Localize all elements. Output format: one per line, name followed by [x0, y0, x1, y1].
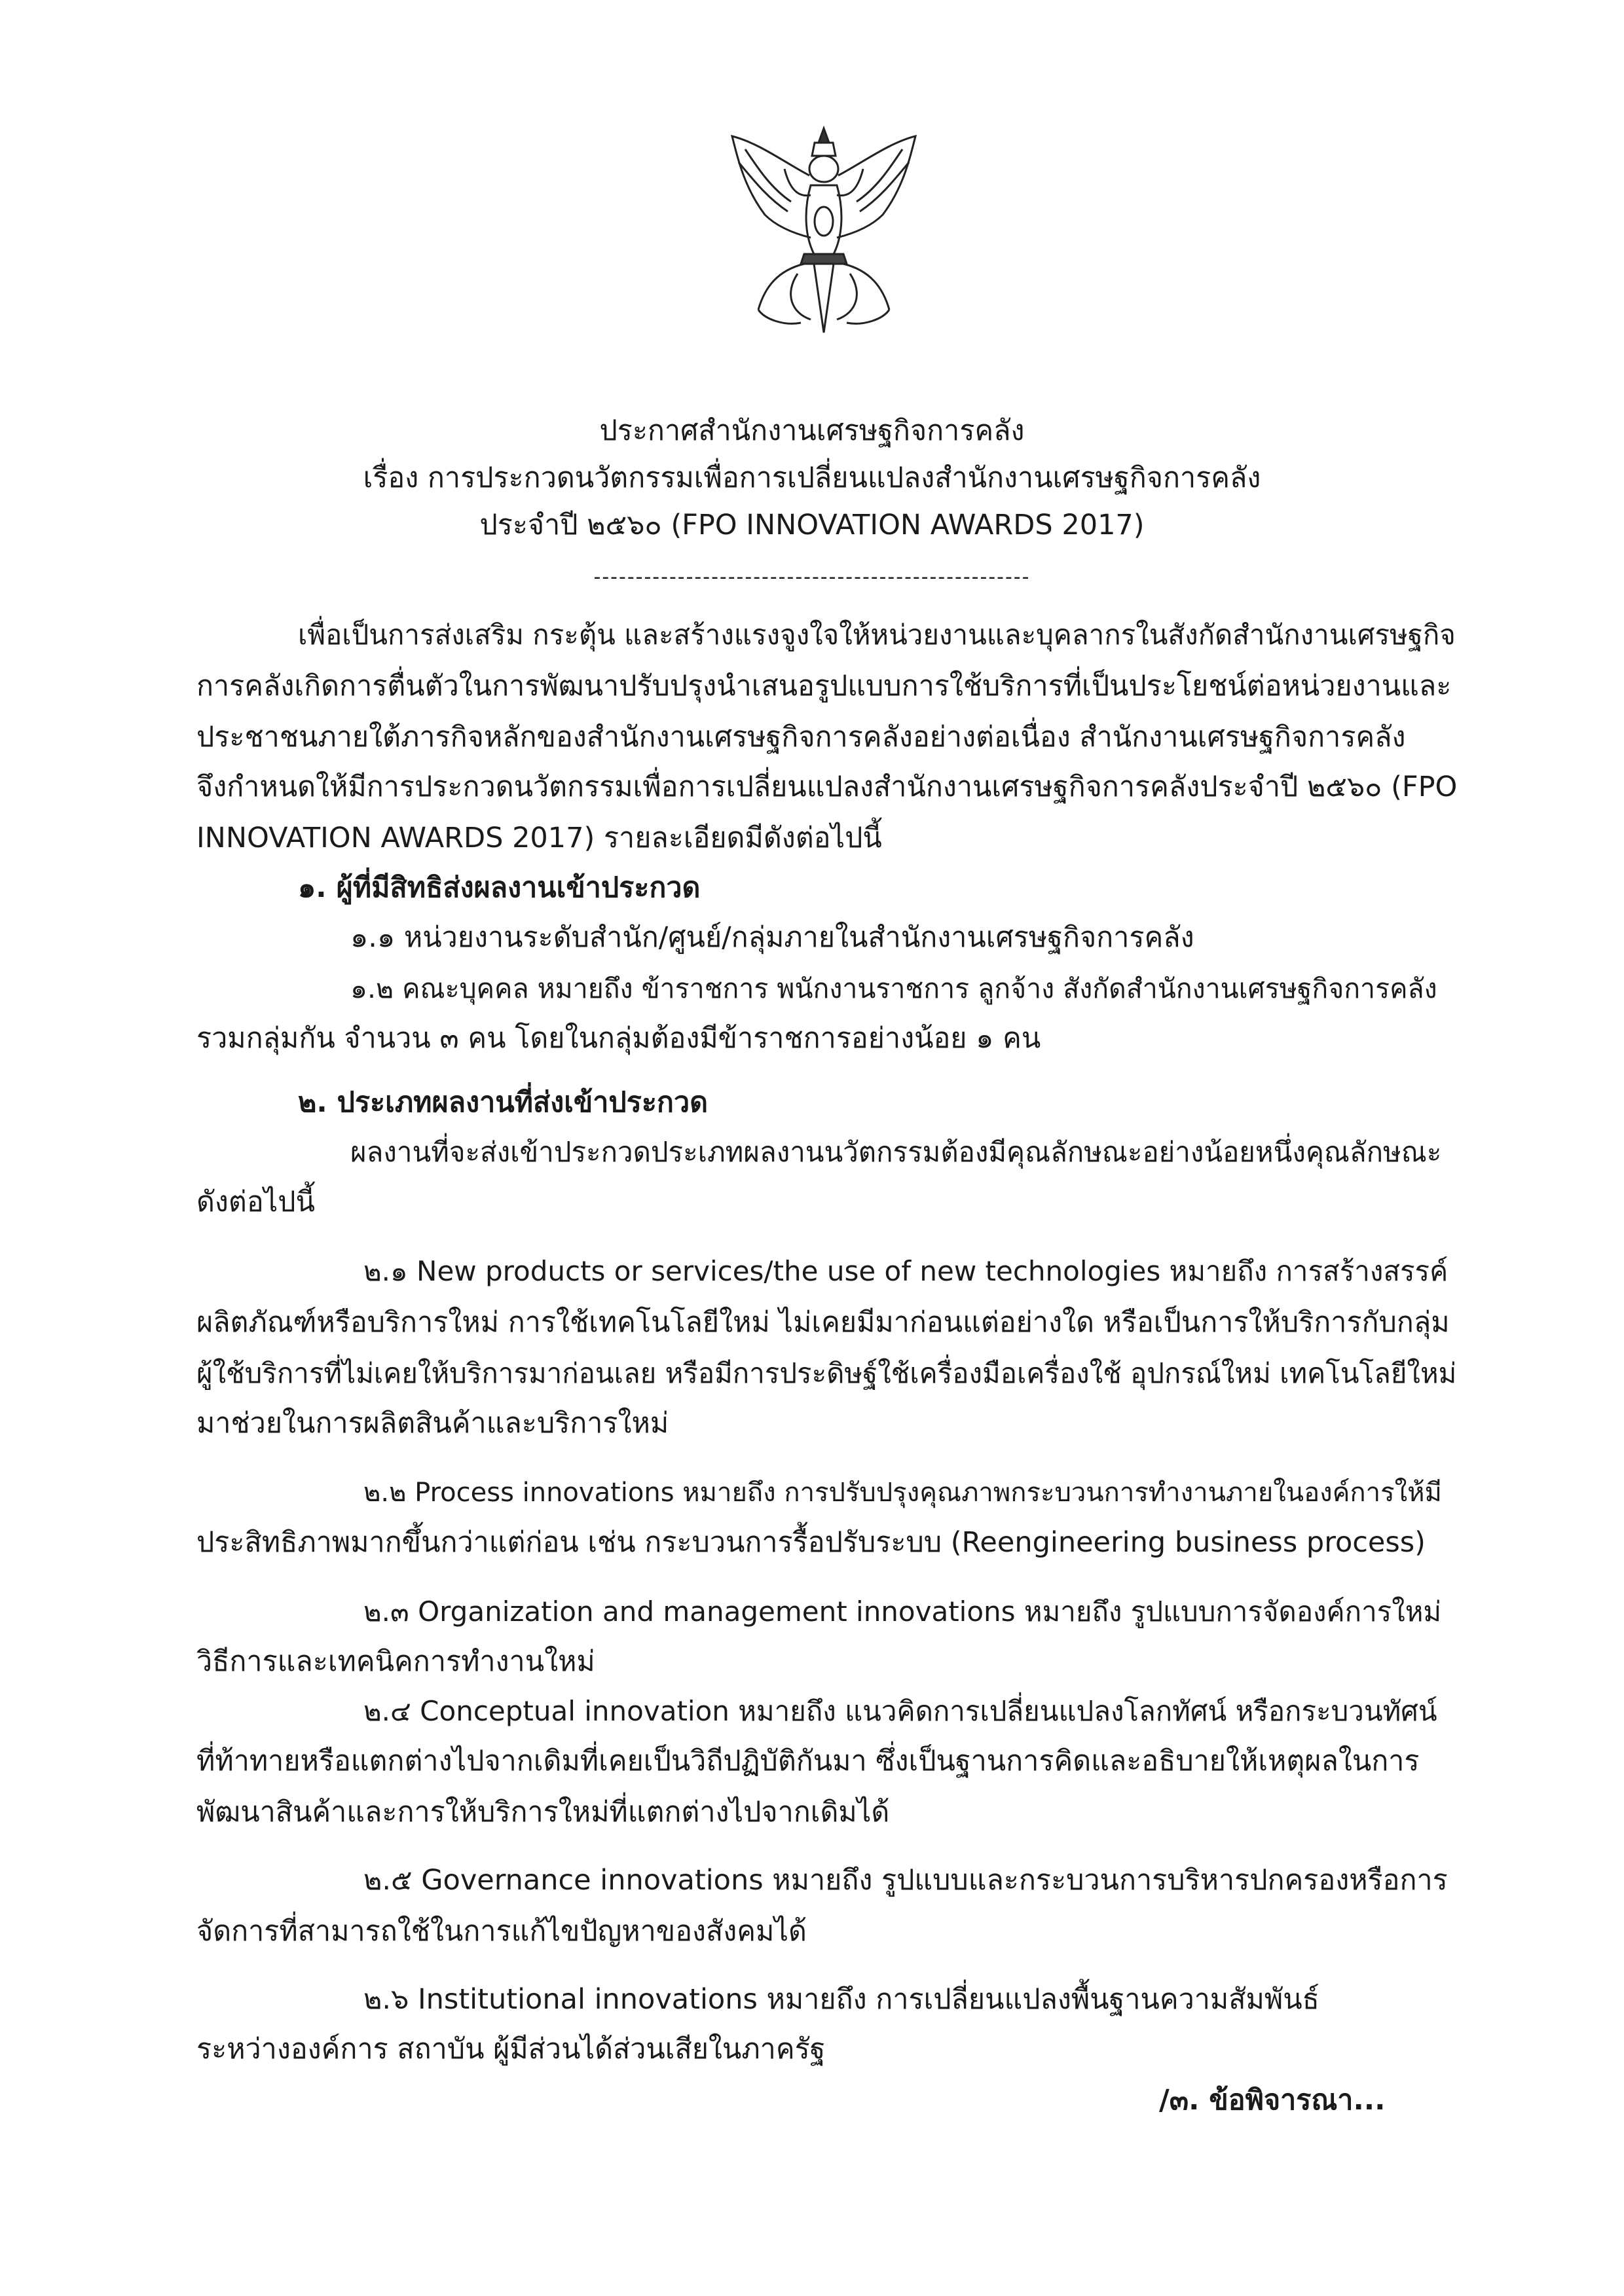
continuation-note: /๓. ข้อพิจารณา... — [1159, 2084, 1386, 2117]
section2-item1-cont: มาช่วยในการผลิตสินค้าและบริการใหม่ — [196, 1407, 669, 1440]
section2-item6-cont: ระหว่างองค์การ สถาบัน ผู้มีส่วนได้ส่วนเสียในภาครัฐ — [196, 2033, 826, 2066]
section1-item1: ๑.๑ หน่วยงานระดับสำนัก/ศูนย์/กลุ่มภายในสำนักงานเศรษฐกิจการคลัง — [350, 921, 1194, 954]
section2-item4: ๒.๔ Conceptual innovation หมายถึง แนวคิดการเปลี่ยนแปลงโลกทัศน์ หรือกระบวนทัศน์ — [363, 1695, 1437, 1727]
section1-item2: ๑.๒ คณะบุคคล หมายถึง ข้าราชการ พนักงานราชการ ลูกจ้าง สังกัดสำนักงานเศรษฐกิจการคลัง — [350, 973, 1437, 1004]
section2-item3-cont: วิธีการและเทคนิคการทำงานใหม่ — [196, 1645, 595, 1678]
separator-line: ---------------------------------------------------- — [593, 566, 1031, 589]
garuda-emblem-icon — [719, 123, 929, 339]
announcement-subject: เรื่อง การประกวดนวัตกรรมเพื่อการเปลี่ยนแปลงสำนักงานเศรษฐกิจการคลัง — [363, 462, 1261, 494]
intro-line: INNOVATION AWARDS 2017) รายละเอียดมีดังต่อไปนี้ — [196, 822, 882, 854]
section2-item4-cont: ที่ท้าทายหรือแตกต่างไปจากเดิมที่เคยเป็นวิถีปฏิบัติกันมา ซึ่งเป็นฐานการคิดและอธิบายให้เหตุผลในการ — [196, 1745, 1420, 1777]
intro-line: จึงกำหนดให้มีการประกวดนวัตกรรมเพื่อการเปลี่ยนแปลงสำนักงานเศรษฐกิจการคลังประจำปี ๒๕๖๐ (FPO — [196, 771, 1458, 803]
section2-item1: ๒.๑ New products or services/the use of new technologies หมายถึง การสร้างสรรค์ — [363, 1255, 1449, 1287]
intro-line: เพื่อเป็นการส่งเสริม กระตุ้น และสร้างแรงจูงใจให้หน่วยงานและบุคลากรในสังกัดสำนักงานเศรษฐกิจ — [298, 619, 1456, 651]
section2-item2-cont: ประสิทธิภาพมากขึ้นกว่าแต่ก่อน เช่น กระบวนการรื้อปรับระบบ (Reengineering business process) — [196, 1526, 1426, 1559]
section2-item1-cont: ผู้ใช้บริการที่ไม่เคยให้บริการมาก่อนเลย หรือมีการประดิษฐ์ใช้เครื่องมือเครื่องใช้ อุปกรณ์ใหม่ เทคโนโลยีใหม่ — [196, 1357, 1457, 1389]
section2-intro: ผลงานที่จะส่งเข้าประกวดประเภทผลงานนวัตกรรมต้องมีคุณลักษณะอย่างน้อยหนึ่งคุณลักษณะ — [350, 1136, 1442, 1168]
section2-item5-cont: จัดการที่สามารถใช้ในการแก้ไขปัญหาของสังคมได้ — [196, 1915, 807, 1948]
intro-line: การคลังเกิดการตื่นตัวในการพัฒนาปรับปรุงนำเสนอรูปแบบการใช้บริการที่เป็นประโยชน์ต่อหน่วยงานและ — [196, 670, 1452, 702]
section2-item4-cont: พัฒนาสินค้าและการให้บริการใหม่ที่แตกต่างไปจากเดิมได้ — [196, 1796, 890, 1829]
announcement-year: ประจำปี ๒๕๖๐ (FPO INNOVATION AWARDS 2017) — [479, 509, 1145, 541]
announcement-title: ประกาศสำนักงานเศรษฐกิจการคลัง — [599, 414, 1025, 447]
section1-item2-cont: รวมกลุ่มกัน จำนวน ๓ คน โดยในกลุ่มต้องมีข้าราชการอย่างน้อย ๑ คน — [196, 1022, 1041, 1055]
section2-item3: ๒.๓ Organization and management innovations หมายถึง รูปแบบการจัดองค์การใหม่ — [363, 1595, 1442, 1628]
section2-intro-cont: ดังต่อไปนี้ — [196, 1186, 315, 1218]
section2-item5: ๒.๕ Governance innovations หมายถึง รูปแบบและกระบวนการบริหารปกครองหรือการ — [363, 1864, 1448, 1897]
section1-heading: ๑. ผู้ที่มีสิทธิส่งผลงานเข้าประกวด — [298, 871, 701, 904]
intro-line: ประชาชนภายใต้ภารกิจหลักของสำนักงานเศรษฐกิจการคลังอย่างต่อเนื่อง สำนักงานเศรษฐกิจการคลัง — [196, 721, 1406, 754]
section2-heading: ๒. ประเภทผลงานที่ส่งเข้าประกวด — [298, 1086, 709, 1119]
section2-item6: ๒.๖ Institutional innovations หมายถึง การเปลี่ยนแปลงพื้นฐานความสัมพันธ์ — [363, 1983, 1320, 2016]
section2-item1-cont: ผลิตภัณฑ์หรือบริการใหม่ การใช้เทคโนโลยีใหม่ ไม่เคยมีมาก่อนแต่อย่างใด หรือเป็นการให้บริการกับกลุ่ม — [196, 1306, 1450, 1339]
section2-item2: ๒.๒ Process innovations หมายถึง การปรับปรุงคุณภาพกระบวนการทำงานภายในองค์การให้มี — [363, 1478, 1442, 1508]
